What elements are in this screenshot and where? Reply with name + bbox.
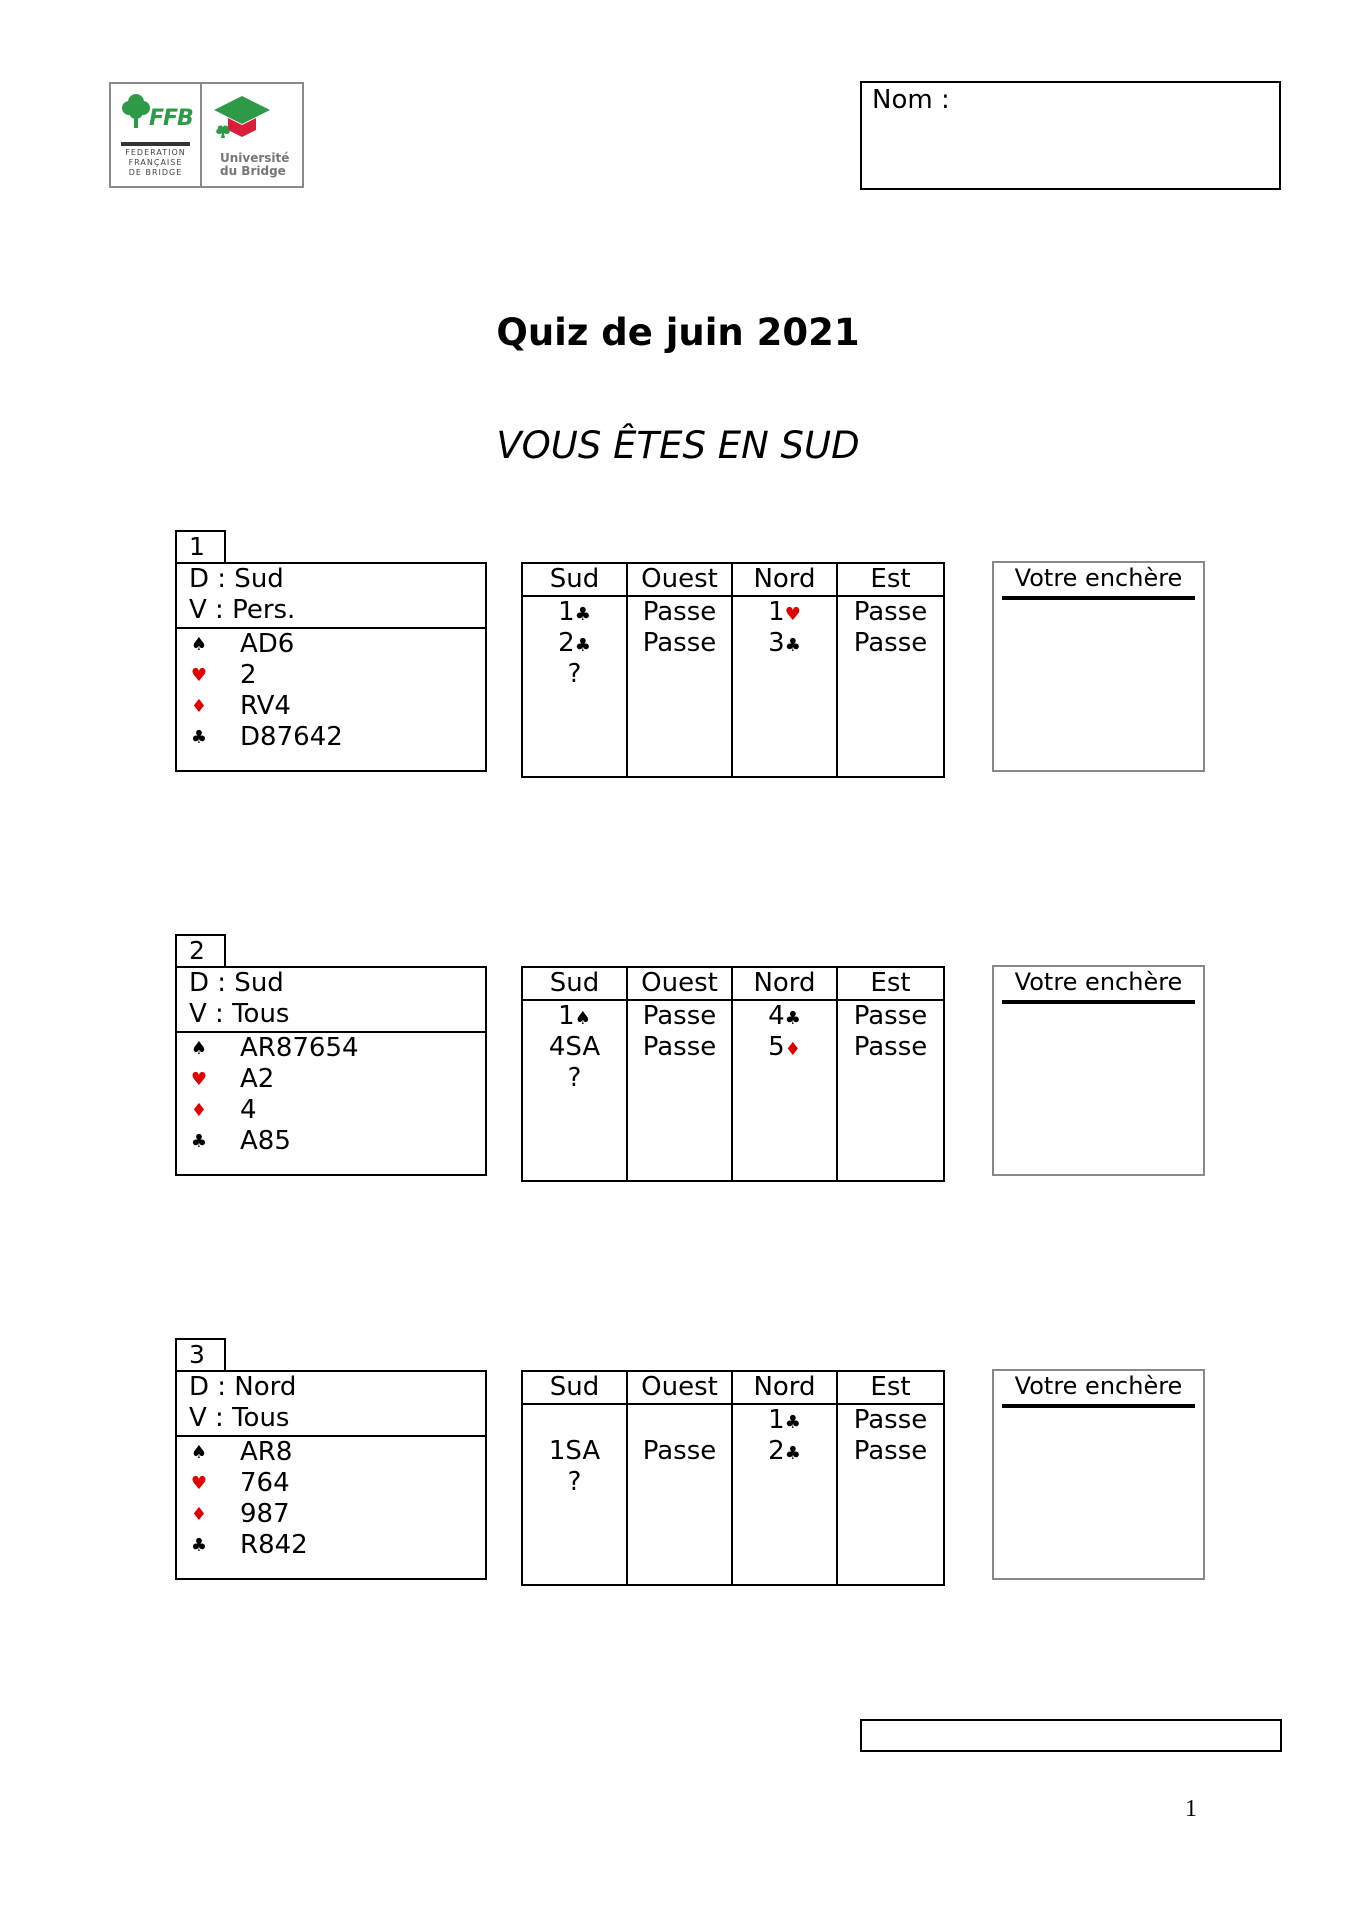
auction-bid: ? bbox=[567, 1467, 582, 1497]
ffb-logo-university bbox=[202, 84, 302, 186]
footer-field[interactable] bbox=[860, 1719, 1282, 1752]
auction-column-ouest bbox=[628, 1372, 733, 1584]
club-icon: ♣ bbox=[190, 727, 208, 748]
hand-row-diamonds bbox=[177, 691, 485, 722]
hand-cards-spades: AR8 bbox=[240, 1437, 293, 1467]
auction-column-est bbox=[838, 1372, 943, 1584]
auction-column-sud bbox=[523, 564, 628, 776]
club-icon: ♣ bbox=[190, 1131, 208, 1152]
hand-row-clubs bbox=[177, 1530, 485, 1561]
auction-bid: Passe bbox=[853, 1436, 928, 1466]
auction-header: Sud bbox=[523, 564, 626, 597]
hand-row-hearts bbox=[177, 1064, 485, 1095]
deal-number: 3 bbox=[175, 1338, 226, 1370]
deal-number: 1 bbox=[175, 530, 226, 562]
auction-header: Ouest bbox=[628, 564, 731, 597]
auction-bid: Passe bbox=[853, 597, 928, 627]
auction-column-ouest bbox=[628, 968, 733, 1180]
auction-bid: Passe bbox=[642, 1001, 717, 1031]
answer-box[interactable] bbox=[992, 561, 1205, 772]
spade-icon: ♠ bbox=[190, 634, 208, 655]
dealer-text: D : Sud bbox=[189, 968, 284, 998]
dealer-text: D : Nord bbox=[189, 1372, 297, 1402]
hand-row-spades bbox=[177, 1033, 485, 1064]
auction-bid: Passe bbox=[853, 628, 928, 658]
hand-row-clubs bbox=[177, 722, 485, 753]
ffb-wordmark: FFB bbox=[149, 106, 193, 131]
hand-box bbox=[175, 966, 487, 1176]
vulnerability-text: V : Pers. bbox=[189, 595, 296, 625]
hand-box bbox=[175, 1370, 487, 1580]
answer-label: Votre enchère bbox=[1014, 564, 1183, 592]
hand-cards-clubs: A85 bbox=[240, 1126, 291, 1156]
deal-2 bbox=[175, 934, 1215, 1184]
heart-icon: ♥ bbox=[190, 1069, 208, 1090]
page-number: 1 bbox=[1185, 1796, 1197, 1822]
diamond-icon: ♦ bbox=[190, 1504, 208, 1525]
auction-bid: 2♣ bbox=[558, 628, 591, 658]
auction-bid: 5♦ bbox=[768, 1032, 801, 1062]
auction-bid: 1♣ bbox=[768, 1405, 801, 1435]
auction-bid: 1♣ bbox=[558, 597, 591, 627]
graduation-cap-icon bbox=[212, 94, 272, 146]
hand-cards-clubs: D87642 bbox=[240, 722, 343, 752]
hand-info bbox=[177, 1372, 485, 1437]
auction-bid: 4SA bbox=[548, 1032, 601, 1062]
hand-cards-diamonds: 4 bbox=[240, 1095, 257, 1125]
hand-cards-diamonds: 987 bbox=[240, 1499, 290, 1529]
hand-row-diamonds bbox=[177, 1499, 485, 1530]
auction-bid: 2♣ bbox=[768, 1436, 801, 1466]
auction-bid: 1♠ bbox=[558, 1001, 591, 1031]
auction-bid: Passe bbox=[853, 1032, 928, 1062]
diamond-icon: ♦ bbox=[190, 696, 208, 717]
auction-column-ouest bbox=[628, 564, 733, 776]
auction-header: Est bbox=[838, 1372, 943, 1405]
vulnerability-text: V : Tous bbox=[189, 1403, 290, 1433]
spade-icon: ♠ bbox=[190, 1442, 208, 1463]
dealer-text: D : Sud bbox=[189, 564, 284, 594]
auction-header: Sud bbox=[523, 968, 626, 1001]
hand-cards-spades: AD6 bbox=[240, 629, 295, 659]
club-icon: ♣ bbox=[190, 1535, 208, 1556]
auction-header: Nord bbox=[733, 1372, 836, 1405]
auction-bid: Passe bbox=[642, 1436, 717, 1466]
heart-icon: ♥ bbox=[190, 1473, 208, 1494]
hand-row-hearts bbox=[177, 1468, 485, 1499]
answer-underline bbox=[1002, 1000, 1195, 1004]
auction-header: Nord bbox=[733, 968, 836, 1001]
auction-bid: Passe bbox=[853, 1001, 928, 1031]
hand-cards-hearts: A2 bbox=[240, 1064, 275, 1094]
auction-bid: Passe bbox=[853, 1405, 928, 1435]
auction-header: Ouest bbox=[628, 1372, 731, 1405]
hand-info bbox=[177, 968, 485, 1033]
hand-cards-spades: AR87654 bbox=[240, 1033, 359, 1063]
auction-table bbox=[521, 1370, 945, 1586]
diamond-icon: ♦ bbox=[190, 1100, 208, 1121]
page-title: Quiz de juin 2021 bbox=[496, 311, 860, 354]
auction-bid: ? bbox=[567, 659, 582, 689]
auction-header: Sud bbox=[523, 1372, 626, 1405]
auction-column-est bbox=[838, 564, 943, 776]
hand-box bbox=[175, 562, 487, 772]
auction-bid: Passe bbox=[642, 1032, 717, 1062]
deal-1 bbox=[175, 530, 1215, 780]
auction-bid: 3♣ bbox=[768, 628, 801, 658]
auction-column-sud bbox=[523, 1372, 628, 1584]
vulnerability-text: V : Tous bbox=[189, 999, 290, 1029]
auction-header: Est bbox=[838, 564, 943, 597]
auction-bid: 4♣ bbox=[768, 1001, 801, 1031]
auction-header: Est bbox=[838, 968, 943, 1001]
auction-bid: Passe bbox=[642, 628, 717, 658]
answer-underline bbox=[1002, 596, 1195, 600]
name-field[interactable] bbox=[860, 81, 1281, 190]
answer-box[interactable] bbox=[992, 965, 1205, 1176]
name-label: Nom : bbox=[872, 85, 950, 115]
hand-cards-hearts: 764 bbox=[240, 1468, 290, 1498]
tree-icon bbox=[121, 92, 151, 132]
auction-table bbox=[521, 562, 945, 778]
auction-header: Ouest bbox=[628, 968, 731, 1001]
ffb-logo bbox=[109, 82, 304, 188]
auction-table bbox=[521, 966, 945, 1182]
hand-info bbox=[177, 564, 485, 629]
hand-cards-hearts: 2 bbox=[240, 660, 257, 690]
auction-bid: 1SA bbox=[548, 1436, 601, 1466]
auction-column-nord bbox=[733, 1372, 838, 1584]
auction-header: Nord bbox=[733, 564, 836, 597]
answer-label: Votre enchère bbox=[1014, 1372, 1183, 1400]
hand-cards-clubs: R842 bbox=[240, 1530, 308, 1560]
university-text: Université du Bridge bbox=[220, 151, 290, 178]
hand-row-spades bbox=[177, 1437, 485, 1468]
auction-column-sud bbox=[523, 968, 628, 1180]
auction-column-nord bbox=[733, 968, 838, 1180]
answer-label: Votre enchère bbox=[1014, 968, 1183, 996]
page-subtitle: VOUS ÊTES EN SUD bbox=[496, 424, 860, 467]
deal-number: 2 bbox=[175, 934, 226, 966]
deal-3 bbox=[175, 1338, 1215, 1588]
auction-bid: 1♥ bbox=[768, 597, 801, 627]
hand-row-clubs bbox=[177, 1126, 485, 1157]
auction-bid bbox=[628, 1405, 731, 1436]
ffb-logo-federation bbox=[111, 84, 202, 186]
heart-icon: ♥ bbox=[190, 665, 208, 686]
federation-text: FEDERATION FRANÇAISE DE BRIDGE bbox=[125, 148, 186, 177]
logo-divider bbox=[121, 142, 190, 146]
auction-column-nord bbox=[733, 564, 838, 776]
hand-row-hearts bbox=[177, 660, 485, 691]
auction-bid: Passe bbox=[642, 597, 717, 627]
spade-icon: ♠ bbox=[190, 1038, 208, 1059]
auction-column-est bbox=[838, 968, 943, 1180]
answer-box[interactable] bbox=[992, 1369, 1205, 1580]
answer-underline bbox=[1002, 1404, 1195, 1408]
hand-cards-diamonds: RV4 bbox=[240, 691, 291, 721]
auction-bid: ? bbox=[567, 1063, 582, 1093]
auction-bid bbox=[523, 1405, 626, 1436]
hand-row-diamonds bbox=[177, 1095, 485, 1126]
hand-row-spades bbox=[177, 629, 485, 660]
